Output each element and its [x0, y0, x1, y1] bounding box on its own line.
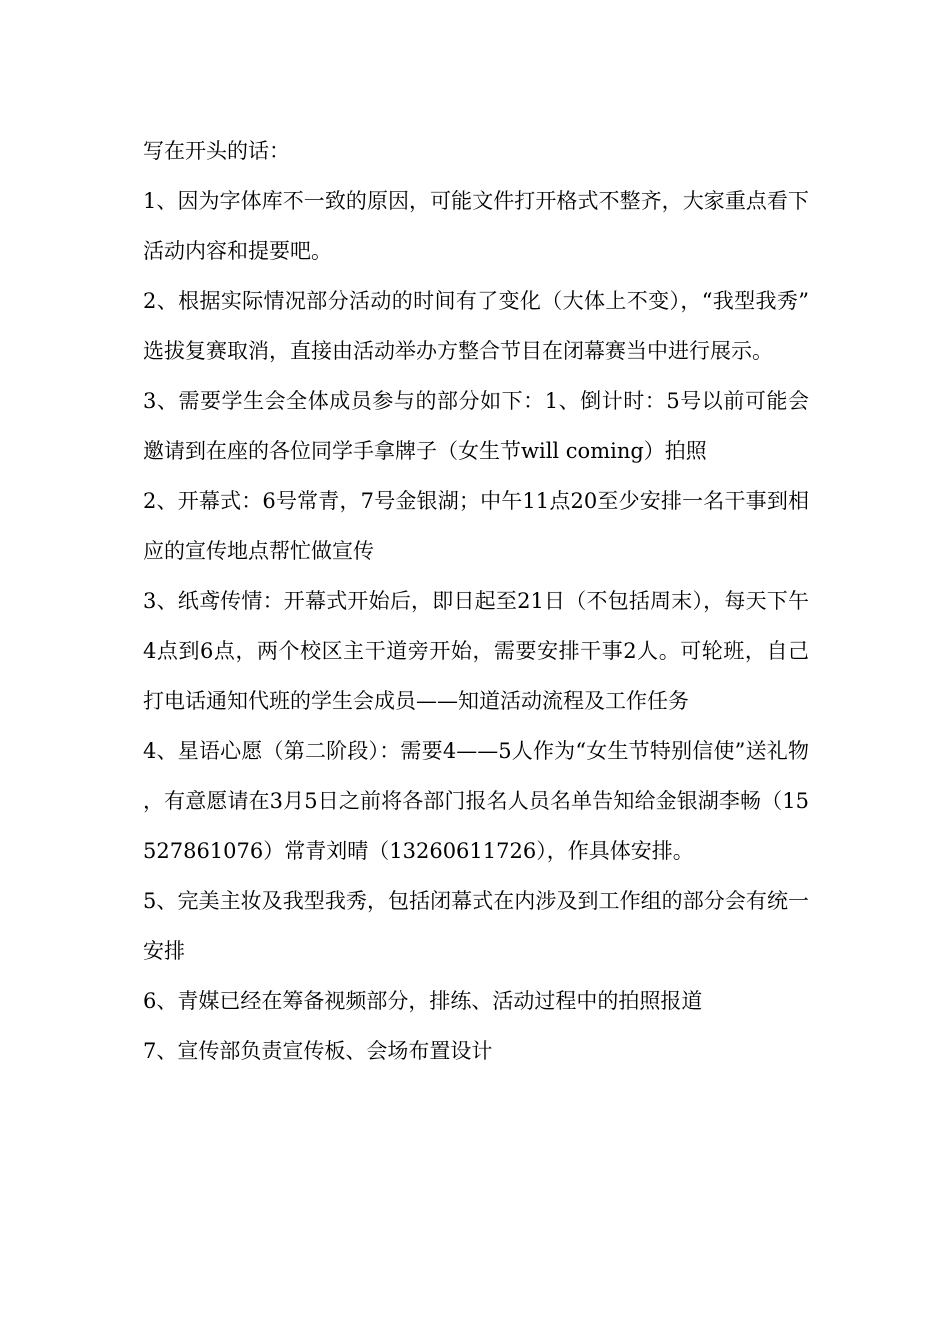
paragraph-opening-ceremony: 2、开幕式：6号常青，7号金银湖；中午11点20至少安排一名干事到相应的宣传地点帮忙做宣传	[143, 489, 809, 563]
paragraph-countdown: 3、需要学生会全体成员参与的部分如下：1、倒计时：5号以前可能会邀请到在座的各位同学手拿牌子（女生节will coming）拍照	[143, 389, 809, 463]
intro-heading: 写在开头的话：	[143, 139, 290, 163]
paragraph-star-wish: 4、星语心愿（第二阶段）：需要4——5人作为“女生节特别信使”送礼物，有意愿请在3月5日之前将各部门报名人员名单告知给金银湖李畅（15527861076）常青刘晴（13260611726），作具体安排。	[143, 739, 809, 863]
paragraph-publicity: 7、宣传部负责宣传板、会场布置设计	[143, 1039, 493, 1063]
document-body	[143, 126, 809, 1076]
paragraph-schedule-change: 2、根据实际情况部分活动的时间有了变化（大体上不变），“我型我秀”选拔复赛取消，直接由活动举办方整合节目在闭幕赛当中进行展示。	[143, 289, 809, 363]
paragraph-makeup-show: 5、完美主妆及我型我秀，包括闭幕式在内涉及到工作组的部分会有统一安排	[143, 889, 809, 963]
paragraph-font-note: 1、因为字体库不一致的原因，可能文件打开格式不整齐，大家重点看下活动内容和提要吧。	[143, 189, 809, 263]
paragraph-media: 6、青媒已经在筹备视频部分，排练、活动过程中的拍照报道	[143, 989, 703, 1013]
paragraph-kite: 3、纸鸢传情：开幕式开始后，即日起至21日（不包括周末），每天下午4点到6点，两个校区主干道旁开始，需要安排干事2人。可轮班，自己打电话通知代班的学生会成员——知道活动流程及工作任务	[143, 589, 809, 713]
